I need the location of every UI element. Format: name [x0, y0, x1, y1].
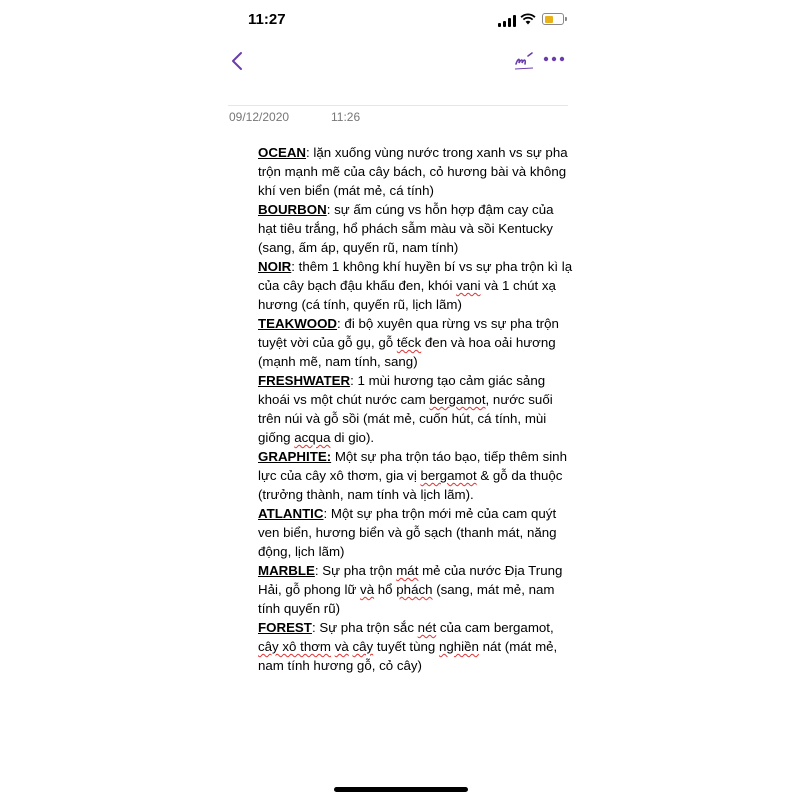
chevron-left-icon[interactable]: [228, 50, 248, 72]
battery-icon: [542, 13, 564, 25]
header-divider: [228, 105, 568, 106]
brand-name: OCEAN: [258, 145, 307, 160]
brand-name: FRESHWATER: [258, 373, 351, 388]
brand-name: GRAPHITE:: [258, 449, 332, 464]
note-date: 09/12/2020: [229, 110, 290, 124]
brand-name: MARBLE: [258, 563, 315, 578]
note-time: 11:26: [331, 110, 361, 124]
status-time: 11:27: [248, 11, 286, 28]
brand-name: TEAKWOOD: [258, 316, 338, 331]
list-item: MARBLE: Sự pha trộn mát mẻ của nước Địa Trung Hải, gỗ phong lữ và hổ phách (sang, mát mẻ, nam tính quyến rũ): [258, 563, 563, 616]
list-item: TEAKWOOD: đi bộ xuyên qua rừng vs sự pha trộn tuyệt vời của gỗ gụ, gỗ tếck đen và hoa oải hương (mạnh mẽ, nam tính, sang): [258, 316, 559, 369]
note-toolbar: [0, 40, 800, 80]
list-item: FRESHWATER: 1 mùi hương tạo cảm giác sảng khoái vs một chút nước cam bergamot, nước suối trên núi và gỗ sồi (mát mẻ, cuốn hút, cá tính, mùi giống acqua di gio).: [258, 373, 553, 445]
status-bar: [0, 0, 800, 40]
list-item: NOIR: thêm 1 không khí huyền bí vs sự pha trộn kì lạ của cây bạch đậu khấu đen, khói vani và 1 chút xạ hương (cá tính, quyến rũ, lịch lãm): [258, 259, 573, 312]
brand-name: ATLANTIC: [258, 506, 324, 521]
pen-icon[interactable]: [513, 50, 535, 72]
list-item: ATLANTIC: Một sự pha trộn mới mẻ của cam quýt ven biển, hương biển và gỗ sạch (thanh mát, năng động, lịch lãm): [258, 506, 557, 559]
list-item: FOREST: Sự pha trộn sắc nét của cam bergamot, cây xô thơm và cây tuyết tùng nghiền nát (mát mẻ, nam tính hương gỗ, cỏ cây): [258, 620, 558, 673]
list-item: BOURBON: sự ấm cúng vs hỗn hợp đậm cay của hạt tiêu trắng, hổ phách sẫm màu và sồi Kentucky (sang, ấm áp, quyến rũ, nam tính): [258, 202, 554, 255]
list-item: OCEAN: lặn xuống vùng nước trong xanh vs sự pha trộn mạnh mẽ của cây bách, cỏ hương bài và không khí ven biển (mát mẻ, cá tính): [258, 145, 568, 198]
brand-name: BOURBON: [258, 202, 327, 217]
home-indicator[interactable]: [334, 787, 468, 792]
note-body[interactable]: [258, 143, 573, 675]
wifi-icon: [520, 13, 536, 25]
brand-name: NOIR: [258, 259, 292, 274]
brand-name: FOREST: [258, 620, 312, 635]
more-dots-icon[interactable]: [543, 53, 565, 65]
cellular-signal-icon: [498, 15, 516, 27]
list-item: GRAPHITE: Một sự pha trộn táo bạo, tiếp thêm sinh lực của cây xô thơm, gia vị bergamot & gỗ da thuộc (trưởng thành, nam tính và lịch lãm).: [258, 449, 567, 502]
